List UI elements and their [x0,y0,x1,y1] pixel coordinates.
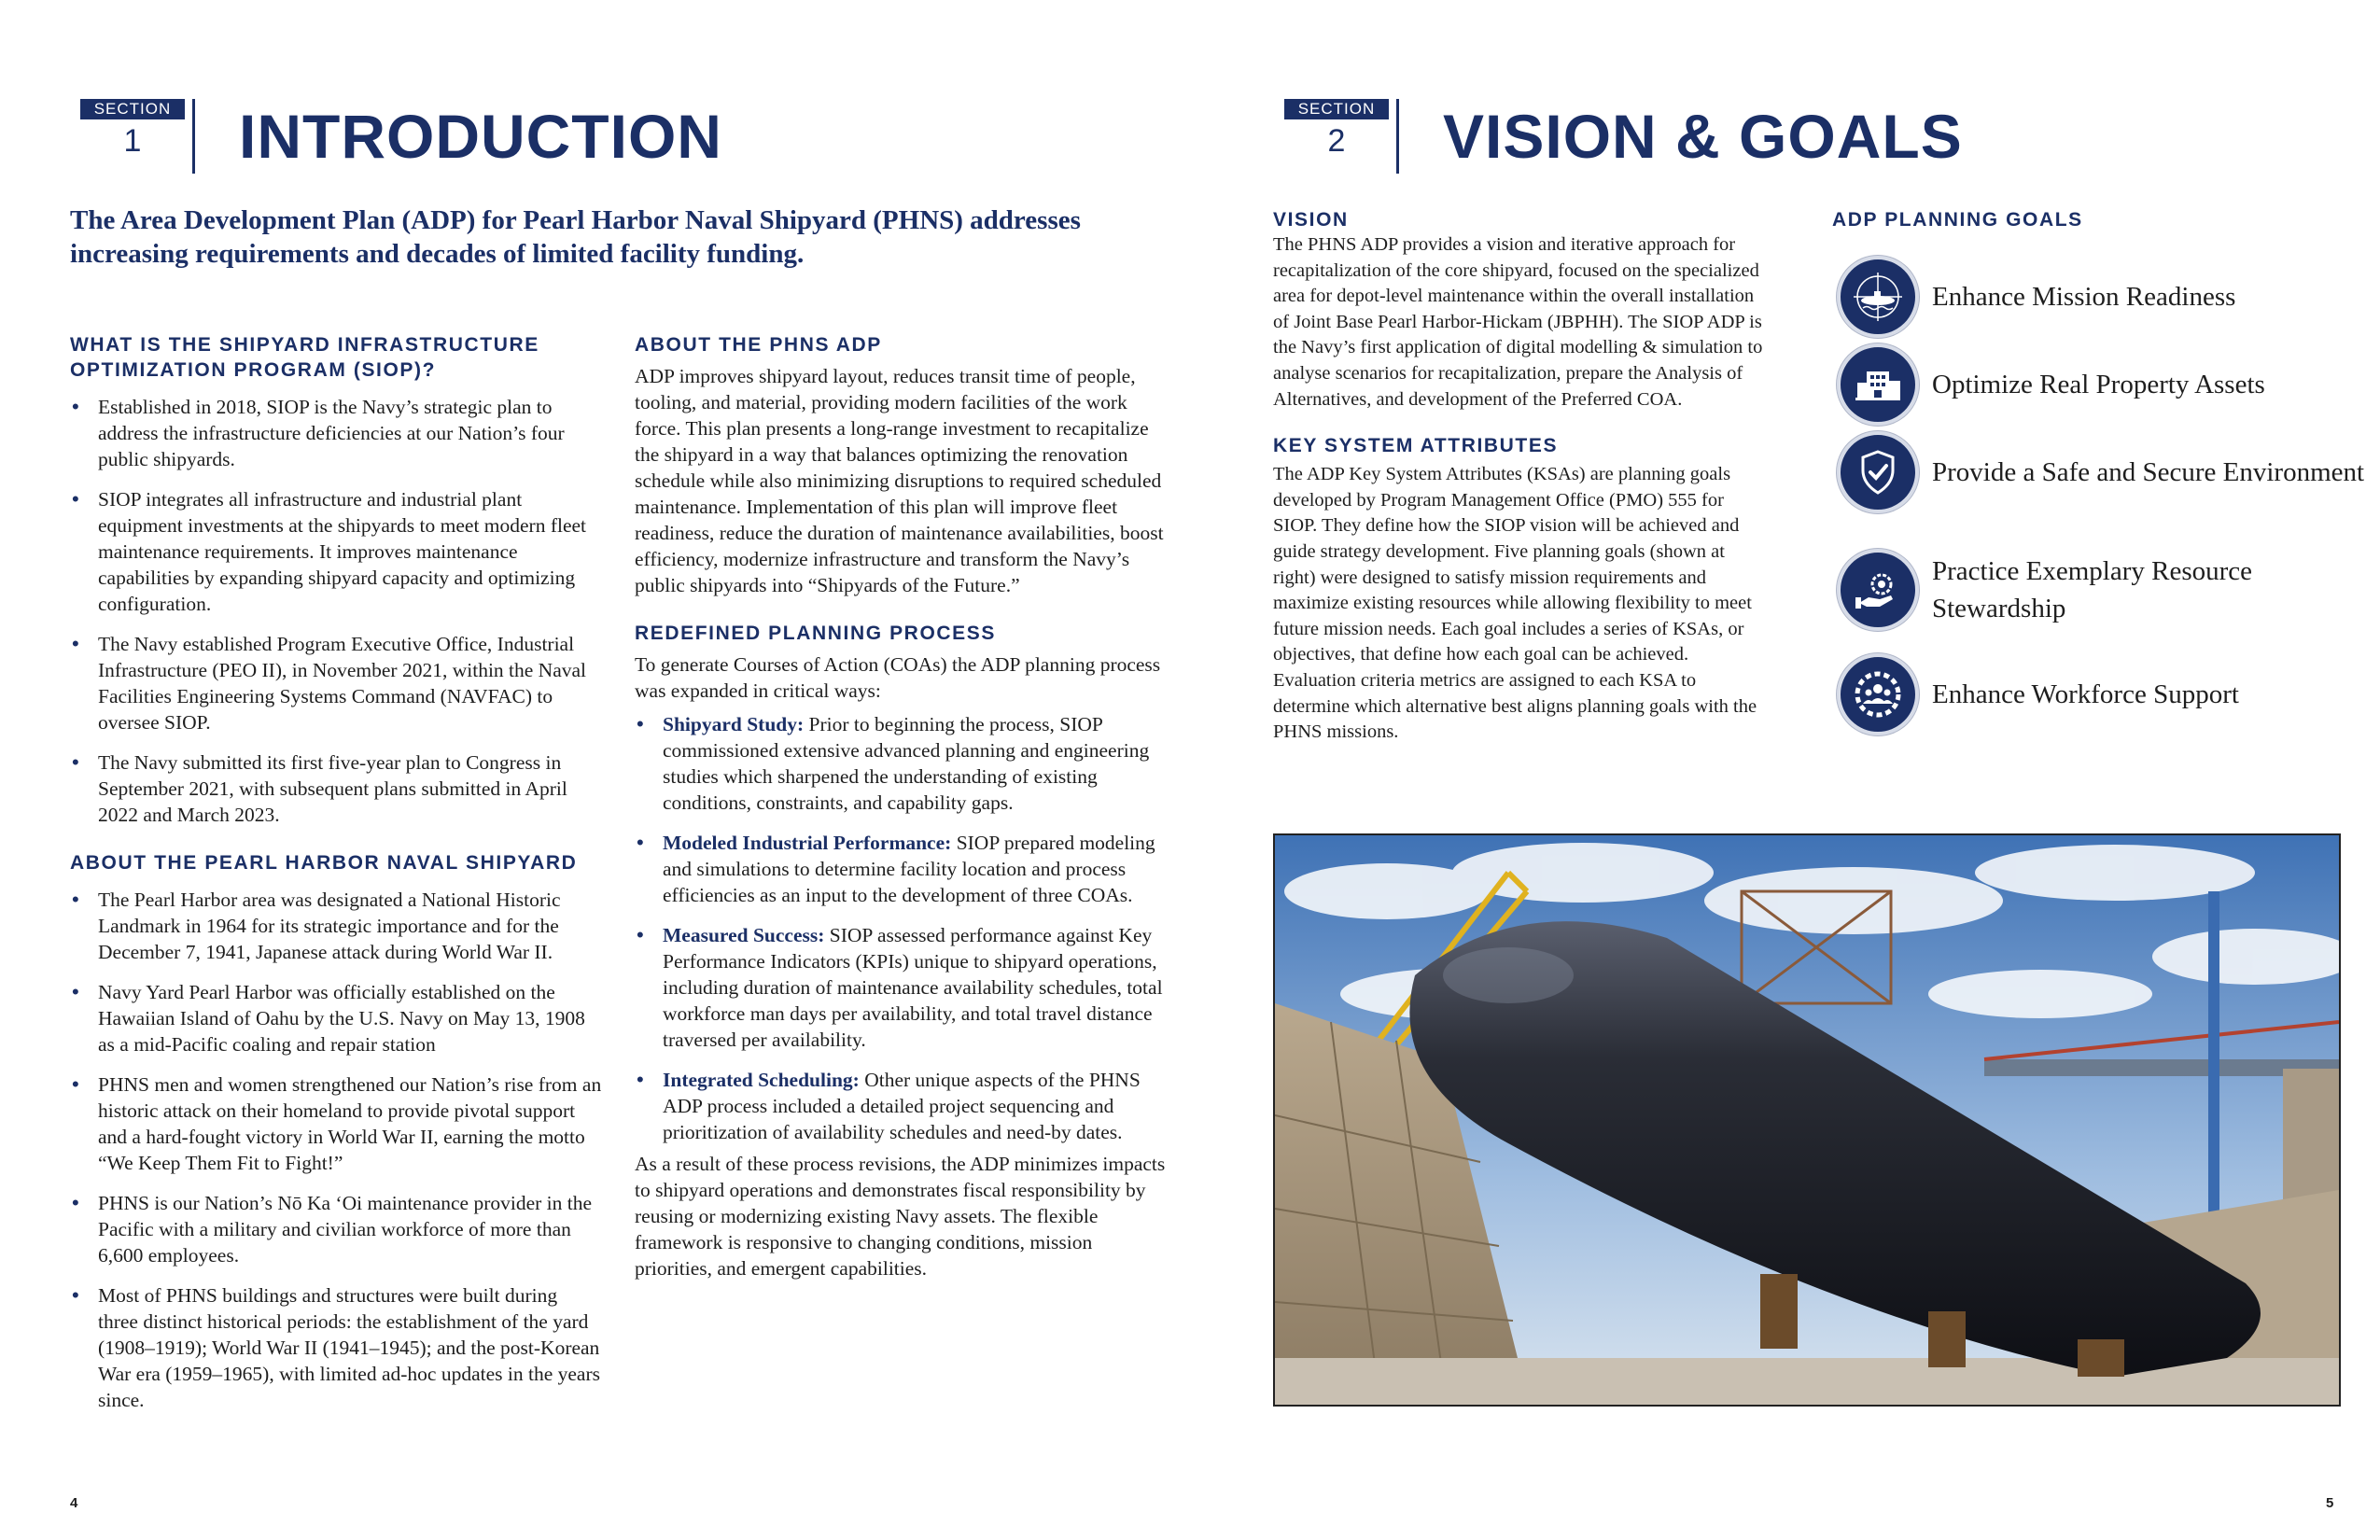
vision-column [1273,207,1768,746]
list-item: • Integrated Scheduling: Other unique aspects of the PHNS ADP process included a detailed project sequencing and prioritization of availability schedules and need-by dates. [637,1068,1141,1143]
goal-item [1837,549,2380,631]
goal-item [1837,653,2239,735]
list-item: • Measured Success: SIOP assessed performance against Key Performance Indicators (KPIs) unique to shipyard operations, including duration of maintenance availability schedules, total workforce man days per availability, and total travel distance traversed per availability. [637,923,1163,1051]
workforce-gear-icon [1837,653,1919,735]
goal-item [1837,431,2364,513]
left-column [70,332,602,1427]
goal-item [1837,256,2235,338]
submarine-drydock-photo [1273,833,2341,1407]
adp-body: ADP improves shipyard layout, reduces transit time of people, tooling, and material, providing modern facilities of the work force. This plan presents a long-range investment to recapitalize the shipyard in a way that balances optimizing the renovation schedule while also minimizing disruptions to required scheduled maintenance. Implementation of this plan will improve fleet readiness, reduce the duration of maintenance availabilities, boost efficiency, modernize infrastructure and transform the Navy’s public shipyards into “Shipyards of the Future.” [635,365,1164,596]
vision-heading: VISION [1273,209,1349,231]
page-title-introduction: INTRODUCTION [239,102,722,171]
section-number: 2 [1327,123,1346,159]
goal-label: Enhance Workforce Support [1932,679,2239,709]
building-icon [1837,343,1919,426]
vision-body: The PHNS ADP provides a vision and iterative approach for recapitalization of the core shipyard, focused on the specialized area for depot-level maintenance within the overall installation of Joint Base Pearl Harbor-Hickam (JBPHH). The SIOP ADP is the Navy’s first application of digital modelling & simulation to analyse scenarios for recapitalization, prepare the Analysis of Alternatives, and development of the Preferred COA. [1273,234,1763,410]
list-item: • Established in 2018, SIOP is the Navy’s strategic plan to address the infrastructure deficiencies at our Nation’s four public shipyards. [72,395,565,470]
list-item: • PHNS is our Nation’s Nō Ka ‘Oi maintenance provider in the Pacific with a military and civilian workforce of more than 6,600 employees. [72,1191,593,1267]
ksa-heading: KEY SYSTEM ATTRIBUTES [1273,435,1559,457]
list-item: • The Navy submitted its first five-year plan to Congress in September 2021, with subsequent plans submitted in April 2022 and March 2023. [72,750,567,826]
goal-label: Practice Exemplary Resource Stewardship [1932,556,2253,623]
middle-column [635,332,1167,1281]
list-item: • SIOP integrates all infrastructure and industrial plant equipment investments at the shipyards to meet modern fleet maintenance requirements. It improves maintenance capabilities by expanding shipyard capacity and optimizing configuration. [72,487,587,615]
siop-list [70,394,602,828]
page-number-right: 5 [2326,1495,2334,1511]
process-list [635,711,1167,1145]
list-item: • PHNS men and women strengthened our Nation’s rise from an historic attack on their homeland to provide pivotal support and a hard-fought victory in World War II, earning the motto “We Keep Them Fit to Fight!” [72,1072,602,1174]
list-item: • Navy Yard Pearl Harbor was officially established on the Hawaiian Island of Oahu by the U.S. Navy on May 13, 1908 as a mid-Pacific coaling and repair station [72,980,585,1056]
goal-label: Enhance Mission Readiness [1932,282,2236,312]
shield-check-icon [1837,431,1919,513]
list-item: • Shipyard Study: Prior to beginning the process, SIOP commissioned extensive advanced planning and engineering studies which sharpened the understanding of existing conditions, constraints, and capability gaps. [637,712,1150,814]
goals-heading: ADP PLANNING GOALS [1832,209,2083,231]
process-outro: As a result of these process revisions, the ADP minimizes impacts to shipyard operations and demonstrates fiscal responsibility by reusing or modernizing existing Navy assets. The flexible framework is responsive to changing conditions, mission priorities, and emergent capabilities. [635,1153,1166,1280]
goal-item [1837,343,2265,426]
process-intro: To generate Courses of Action (COAs) the ADP planning process was expanded in critical ways: [635,653,1161,702]
list-item: • The Pearl Harbor area was designated a National Historic Landmark in 1964 for its strategic importance and for the December 7, 1941, Japanese attack during World War II. [72,888,561,963]
section-2-badge [1284,99,1389,160]
section-number: 1 [123,123,142,159]
submarine-icon [1837,256,1919,338]
intro-lead: The Area Development Plan (ADP) for Pearl Harbor Naval Shipyard (PHNS) addresses increasing requirements and decades of limited facility funding. [70,205,1081,269]
goal-label: Provide a Safe and Secure Environment [1932,457,2365,487]
list-item: • The Navy established Program Executive Office, Industrial Infrastructure (PEO II), in November 2021, within the Naval Facilities Engineering Systems Command (NAVFAC) to oversee SIOP. [72,632,587,734]
ksa-body: The ADP Key System Attributes (KSAs) are planning goals developed by Program Management Office (PMO) 555 for SIOP. They define how the SIOP vision will be achieved and guide strategy development. Five planning goals (shown at right) were designed to satisfy mission requirements and maximize existing resources while allowing flexibility to meet future mission needs. Each goal includes a series of KSAs, or objectives, that define how each goal can be achieved. Evaluation criteria metrics are assigned to each KSA to determine which alternative best aligns planning goals with the PHNS missions. [1273,464,1757,743]
adp-heading: ABOUT THE PHNS ADP [635,334,882,356]
phns-heading: ABOUT THE PEARL HARBOR NAVAL SHIPYARD [70,852,578,874]
page-title-vision-goals: VISION & GOALS [1443,102,1963,171]
section-tag: SECTION [80,99,185,119]
section-1-badge [80,99,185,160]
goal-label: Optimize Real Property Assets [1932,370,2265,399]
list-item: • Most of PHNS buildings and structures were built during three distinct historical periods: the establishment of the yard (1908–1919); World War II (1941–1945); and the post-Korean War era (1959–1965), with limited ad-hoc updates in the years since. [72,1283,600,1411]
gear-hand-icon [1837,549,1919,631]
section-divider [192,99,195,174]
list-item: • Modeled Industrial Performance: SIOP prepared modeling and simulations to determine facility location and process efficiencies as an input to the development of three COAs. [637,831,1155,906]
phns-list [70,887,602,1413]
page-number-left: 4 [70,1495,78,1511]
section-tag: SECTION [1284,99,1389,119]
section-divider [1396,99,1399,174]
process-heading: REDEFINED PLANNING PROCESS [635,623,996,644]
siop-heading: WHAT IS THE SHIPYARD INFRASTRUCTURE OPTIMIZATION PROGRAM (SIOP)? [70,334,539,381]
